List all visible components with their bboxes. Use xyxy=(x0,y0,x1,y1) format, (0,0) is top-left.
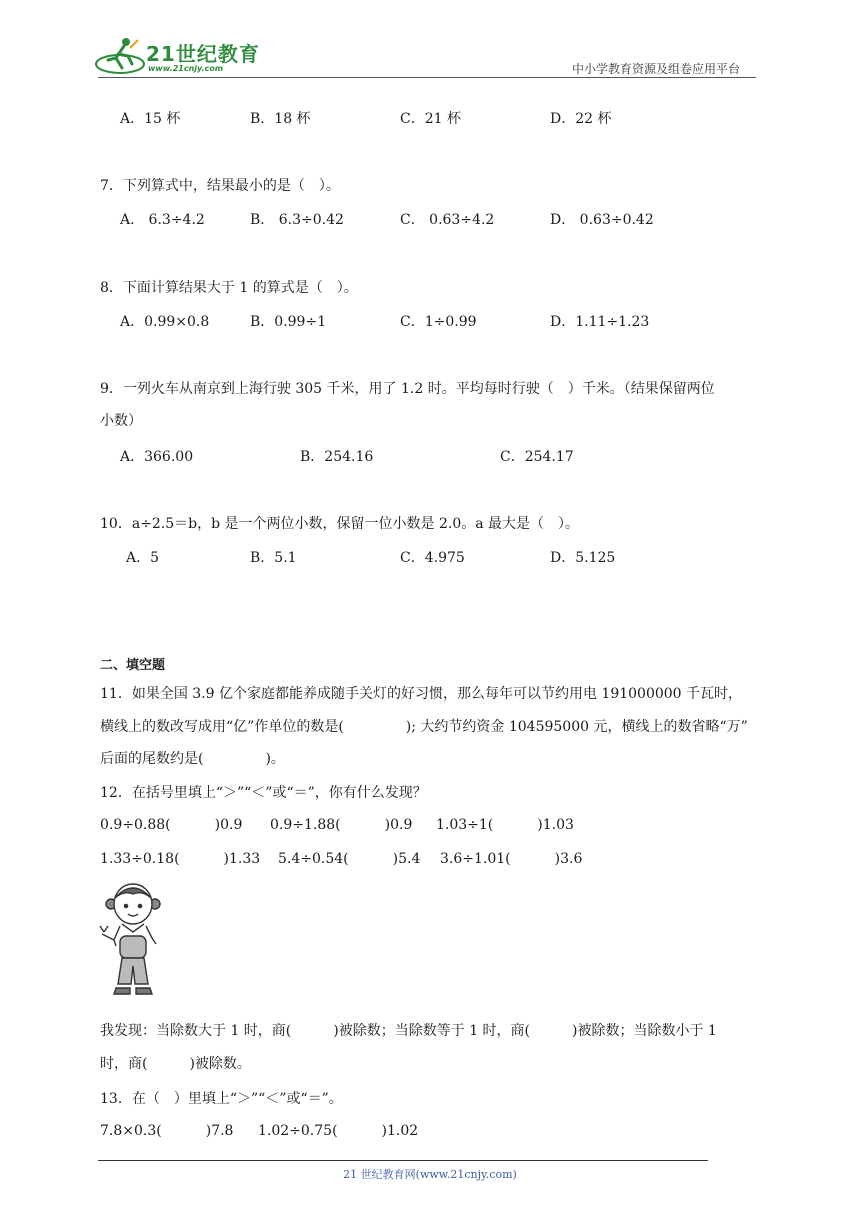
discover-text-e: )被除数。 xyxy=(189,1056,251,1072)
expr-left: 1.02÷0.75( xyxy=(258,1123,338,1139)
expr-right: )0.9 xyxy=(384,817,413,833)
q11-line1: 11．如果全国 3.9 亿个家庭都能养成随手关灯的好习惯，那么每年可以节约用电 191000000 千瓦时， xyxy=(100,686,743,702)
q7-option-d[interactable]: D． 0.63÷0.42 xyxy=(550,212,654,228)
q6-option-c[interactable]: C．21 杯 xyxy=(400,111,461,127)
expr-left: 0.9÷1.88( xyxy=(270,817,341,833)
expr-left: 5.4÷0.54( xyxy=(278,851,349,867)
q12-expr-2 xyxy=(270,817,412,833)
q8-option-c[interactable]: C．1÷0.99 xyxy=(400,314,477,330)
q12-expr-5 xyxy=(278,851,420,867)
expr-right: )0.9 xyxy=(214,817,243,833)
q8-option-b[interactable]: B．0.99÷1 xyxy=(250,314,327,330)
q11-line3 xyxy=(100,748,285,768)
expr-right: )5.4 xyxy=(392,851,421,867)
q8-stem: 8．下面计算结果大于 1 的算式是（ ）。 xyxy=(100,280,358,296)
q8-option-d[interactable]: D．1.11÷1.23 xyxy=(550,314,650,330)
q10-option-b[interactable]: B．5.1 xyxy=(250,550,297,566)
footer-divider xyxy=(98,1160,708,1161)
footer-text[interactable]: 21 世纪教育网(www.21cnjy.com) xyxy=(343,1168,517,1181)
q7-stem: 7．下列算式中，结果最小的是（ ）。 xyxy=(100,178,340,194)
q8-option-a[interactable]: A．0.99×0.8 xyxy=(120,314,210,330)
discover-text-b: )被除数；当除数等于 1 时，商( xyxy=(333,1023,531,1039)
girl-illustration xyxy=(98,880,168,1002)
q13-expr-2 xyxy=(258,1123,418,1139)
q12-discover-line1 xyxy=(100,1020,717,1040)
q12-expr-6 xyxy=(440,851,582,867)
expr-left: 1.03÷1( xyxy=(436,817,494,833)
q11-line2-after: ); 大约节约资金 104595000 元，横线上的数省略“万” xyxy=(405,719,748,735)
q6-option-d[interactable]: D．22 杯 xyxy=(550,111,612,127)
q6-option-a[interactable]: A．15 杯 xyxy=(120,111,181,127)
q10-stem: 10．a÷2.5＝b，b 是一个两位小数，保留一位小数是 2.0。a 最大是（ ）。 xyxy=(100,516,580,532)
q10-option-d[interactable]: D．5.125 xyxy=(550,550,616,566)
q11-line3-before: 后面的尾数约是( xyxy=(100,751,204,767)
q9-stem-line2: 小数） xyxy=(100,413,142,429)
logo-text: 21世纪教育 xyxy=(146,42,260,66)
q9-option-c[interactable]: C．254.17 xyxy=(500,449,574,465)
q9-option-a[interactable]: A．366.00 xyxy=(120,449,194,465)
q6-option-b[interactable]: B．18 杯 xyxy=(250,111,311,127)
q12-discover-line2 xyxy=(100,1053,251,1073)
q11-line2 xyxy=(100,716,748,736)
q13-expr-1 xyxy=(100,1123,233,1139)
expr-left: 3.6÷1.01( xyxy=(440,851,511,867)
platform-label: 中小学教育资源及组卷应用平台 xyxy=(572,62,741,76)
q7-option-a[interactable]: A． 6.3÷4.2 xyxy=(120,212,205,228)
discover-text-a: 我发现：当除数大于 1 时，商( xyxy=(100,1023,292,1039)
expr-right: )1.03 xyxy=(537,817,574,833)
q7-option-b[interactable]: B． 6.3÷0.42 xyxy=(250,212,344,228)
discover-text-d: 时，商( xyxy=(100,1056,148,1072)
expr-left: 0.9÷0.88( xyxy=(100,817,171,833)
q9-stem-line1: 9．一列火车从南京到上海行驶 305 千米，用了 1.2 时。平均每时行驶（ ）千米。（结果保留两位 xyxy=(100,381,715,397)
expr-left: 1.33÷0.18( xyxy=(100,851,180,867)
q12-expr-1 xyxy=(100,817,242,833)
expr-right: )3.6 xyxy=(554,851,583,867)
q11-line2-before: 横线上的数改写成用“亿”作单位的数是( xyxy=(100,719,344,735)
discover-text-c: )被除数；当除数小于 1 xyxy=(572,1023,717,1039)
q12-stem: 12．在括号里填上“＞”“＜”或“＝”，你有什么发现？ xyxy=(100,785,427,801)
expr-right: )7.8 xyxy=(205,1123,234,1139)
q12-expr-4 xyxy=(100,851,260,867)
q7-option-c[interactable]: C． 0.63÷4.2 xyxy=(400,212,495,228)
q10-option-c[interactable]: C．4.975 xyxy=(400,550,465,566)
expr-right: )1.33 xyxy=(223,851,261,867)
q13-stem: 13．在（ ）里填上“＞”“＜”或“＝”。 xyxy=(100,1091,343,1107)
q10-option-a[interactable]: A．5 xyxy=(126,550,160,566)
q12-expr-3 xyxy=(436,817,574,833)
expr-right: )1.02 xyxy=(381,1123,419,1139)
expr-left: 7.8×0.3( xyxy=(100,1123,162,1139)
q9-option-b[interactable]: B．254.16 xyxy=(300,449,374,465)
q11-line3-after: )。 xyxy=(265,751,285,767)
logo-url: www.21cnjy.com xyxy=(148,64,224,73)
section-title: 二、填空题 xyxy=(100,658,166,673)
header-divider xyxy=(98,77,756,78)
